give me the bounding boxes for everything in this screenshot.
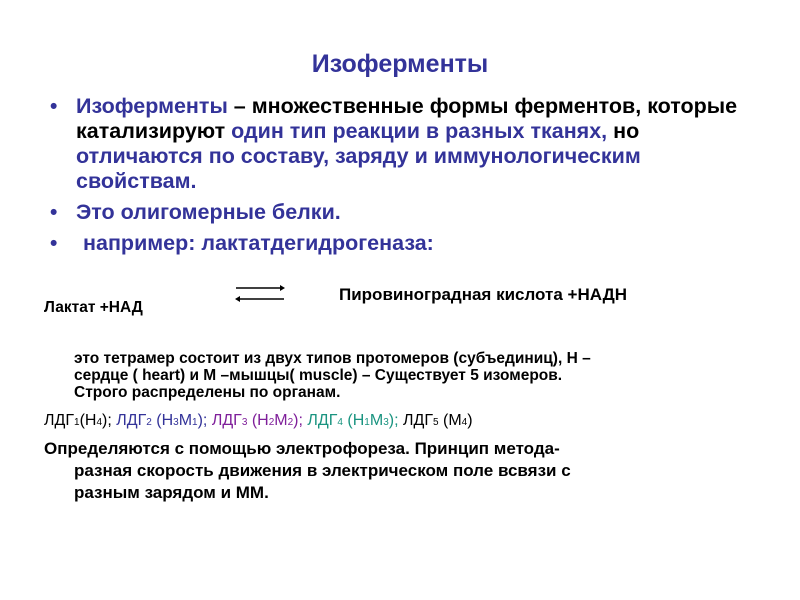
ldh-isoform-4	[303, 412, 399, 429]
bullet-icon: •	[50, 201, 58, 224]
ldh1-close: );	[102, 412, 112, 429]
ldh4-label: ЛДГ	[302, 412, 338, 429]
ldh5-label: ЛДГ	[398, 412, 433, 429]
ldh-isoform-1	[44, 412, 112, 429]
ldh1-label: ЛДГ	[44, 412, 74, 429]
ldh2-index: 2	[146, 417, 152, 428]
bullet-icon: •	[50, 232, 58, 255]
bullet-item-example	[50, 231, 740, 256]
definition-highlight-2: отличаются по составу, заряду и иммунологическим свойствам.	[76, 144, 641, 193]
ldh2-close: );	[197, 412, 208, 429]
tetramer-line-1: это тетрамер состоит из двух типов протомеров (субъединиц), Н –	[74, 350, 591, 367]
ldh5-index: 5	[432, 417, 439, 428]
definition-text-1: – множественные формы ферментов, которые катализируют	[76, 94, 738, 143]
ldh4-m-count: 3	[383, 417, 389, 428]
ldh5-m: (М	[438, 412, 462, 429]
definition-text-2: но	[607, 119, 640, 143]
ldh4-h: (Н	[342, 412, 365, 429]
ldh2-h-count: 3	[173, 417, 179, 428]
ldh3-close: );	[293, 412, 303, 429]
electrophoresis-line-2: разная скорость движения в электрическом поле всвязи с	[74, 461, 571, 480]
slide-title: Изоферменты	[311, 50, 489, 78]
ldh2-m: М	[178, 412, 193, 429]
ldh2-h: (Н	[151, 412, 174, 429]
ldh3-h: (Н	[247, 412, 269, 429]
ldh1-h: (Н	[79, 412, 97, 429]
definition-highlight-1: один тип реакции в разных тканях,	[231, 119, 608, 143]
ldh-isoform-2	[112, 412, 208, 429]
ldh3-m-count: 2	[287, 417, 294, 428]
ldh4-close: );	[388, 412, 399, 429]
ldh-isoforms-line	[44, 412, 473, 430]
ldh5-close: )	[467, 412, 473, 429]
reaction-substrate: Лактат +НАД	[44, 299, 143, 316]
bullet-icon: •	[50, 95, 58, 118]
bullet-item-definition	[50, 94, 740, 194]
tetramer-paragraph	[74, 350, 764, 401]
ldh3-index: 3	[241, 417, 248, 428]
ldh3-label: ЛДГ	[207, 412, 242, 429]
ldh2-label: ЛДГ	[111, 412, 147, 429]
tetramer-line-3: Строго распределены по органам.	[74, 384, 341, 401]
bullet-item-oligomeric	[50, 200, 740, 225]
electrophoresis-line-3: разным зарядом и ММ.	[74, 483, 269, 502]
ldh4-h-count: 1	[364, 417, 370, 428]
ldh4-index: 4	[337, 417, 343, 428]
tetramer-line-2: сердце ( heart) и М –мышцы( muscle) – Существует 5 изомеров.	[74, 367, 563, 384]
reaction-product: Пировиноградная кислота +НАДН	[339, 285, 628, 304]
ldh-isoform-3	[207, 412, 303, 429]
ldh5-m-count: 4	[461, 417, 468, 428]
ldh1-index: 1	[74, 417, 80, 428]
electrophoresis-line-1: Определяются с помощью электрофореза. Принцип метода-	[44, 439, 560, 458]
ldh2-m-count: 1	[192, 417, 198, 428]
bullet-list	[50, 94, 740, 256]
ldh3-m: М	[274, 412, 288, 429]
ldh-isoform-5	[399, 412, 473, 429]
electrophoresis-paragraph	[44, 438, 764, 504]
example-text: например: лактатдегидрогеназа:	[83, 231, 434, 255]
term-isoenzymes: Изоферменты	[76, 94, 228, 118]
ldh3-h-count: 2	[268, 417, 275, 428]
equilibrium-arrows-icon	[234, 283, 286, 305]
oligomeric-text: Это олигомерные белки.	[76, 200, 341, 224]
ldh4-m: М	[369, 412, 384, 429]
ldh1-h-count: 4	[96, 417, 103, 428]
